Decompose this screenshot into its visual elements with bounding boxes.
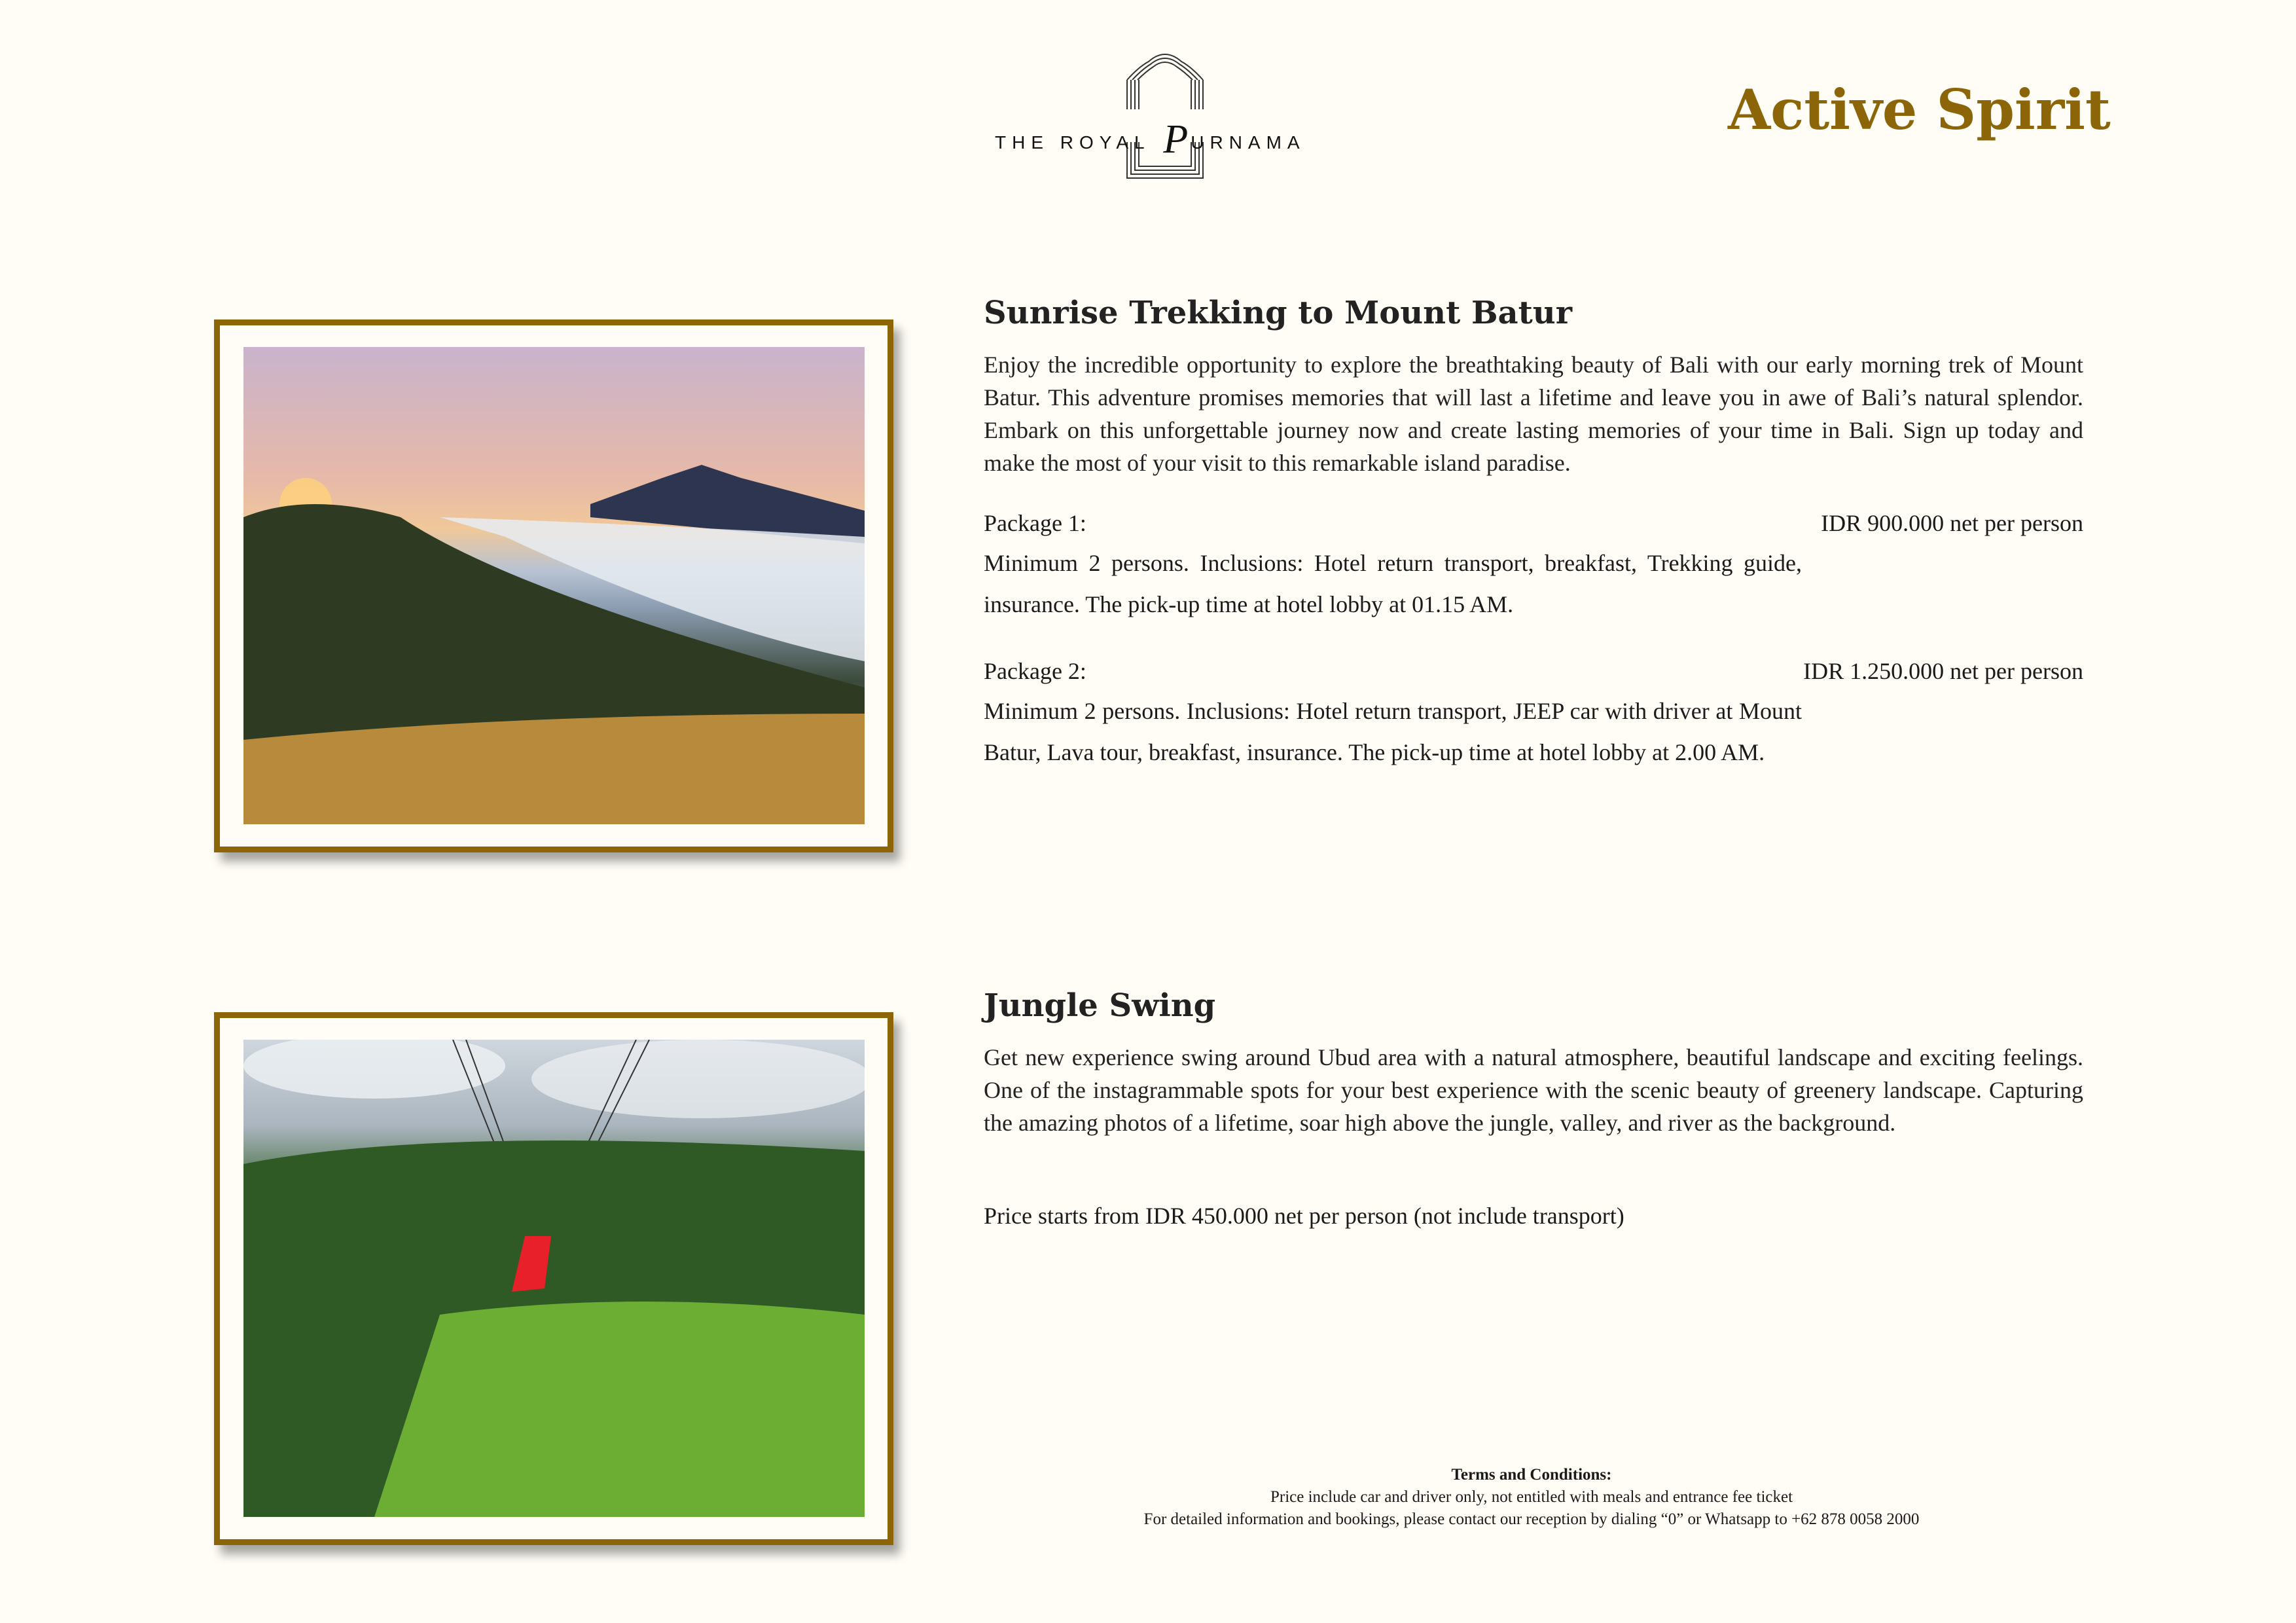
terms-and-conditions (982, 1464, 2081, 1531)
activity-title: Jungle Swing (984, 987, 1216, 1024)
activity-description: Get new experience swing around Ubud area with a natural atmosphere, beautiful landscape and exciting feelings. One of the instagrammable spots for your best experience with the scenic beauty of greenery landscape. Capturing the amazing photos of a lifetime, soar high above the jungle, valley, and river as the background. (984, 1044, 2083, 1136)
jungle-swing-photo (243, 1040, 865, 1517)
package-price: IDR 1.250.000 net per person (1803, 658, 2083, 684)
mount-batur-photo-frame (214, 319, 893, 852)
page-title: Active Spirit (1728, 77, 2111, 142)
activity-title: Sunrise Trekking to Mount Batur (984, 295, 1572, 331)
package-label: Package 2: (984, 658, 1086, 684)
package-price: IDR 900.000 net per person (1821, 510, 2083, 536)
logo-wordmark: THE ROYAL P URNAMA (995, 117, 1306, 162)
royal-purnama-logo (982, 39, 1322, 190)
activity-description: Enjoy the incredible opportunity to explore the breathtaking beauty of Bali with our early morning trek of Mount Batur. This adventure promises memories that will last a lifetime and leave you in awe of Bali’s natural splendor. Embark on this unforgettable journey now and create lasting memories of your time in Bali. Sign up today and make the most of your visit to this remarkable island paradise. (984, 352, 2083, 476)
jungle-swing-photo-frame (214, 1012, 893, 1545)
arch-logo-icon (1126, 47, 1204, 185)
activity-price: Price starts from IDR 450.000 net per person (not include transport) (984, 1203, 1624, 1229)
terms-heading: Terms and Conditions: (1451, 1466, 1612, 1484)
terms-line: Price include car and driver only, not entitled with meals and entrance fee ticket (1270, 1488, 1793, 1506)
contact-line: For detailed information and bookings, please contact our reception by dialing “0” or Whatsapp to +62 878 0058 2000 (1143, 1510, 1920, 1528)
package-details: Minimum 2 persons. Inclusions: Hotel return transport, breakfast, Trekking guide, insurance. The pick-up time at hotel lobby at 01.15 AM. (984, 550, 1802, 617)
package-details: Minimum 2 persons. Inclusions: Hotel return transport, JEEP car with driver at Mount Batur, Lava tour, breakfast, insurance. The pick-up time at hotel lobby at 2.00 AM. (984, 698, 1802, 765)
package-label: Package 1: (984, 510, 1086, 536)
mount-batur-sunrise-photo (243, 347, 865, 824)
